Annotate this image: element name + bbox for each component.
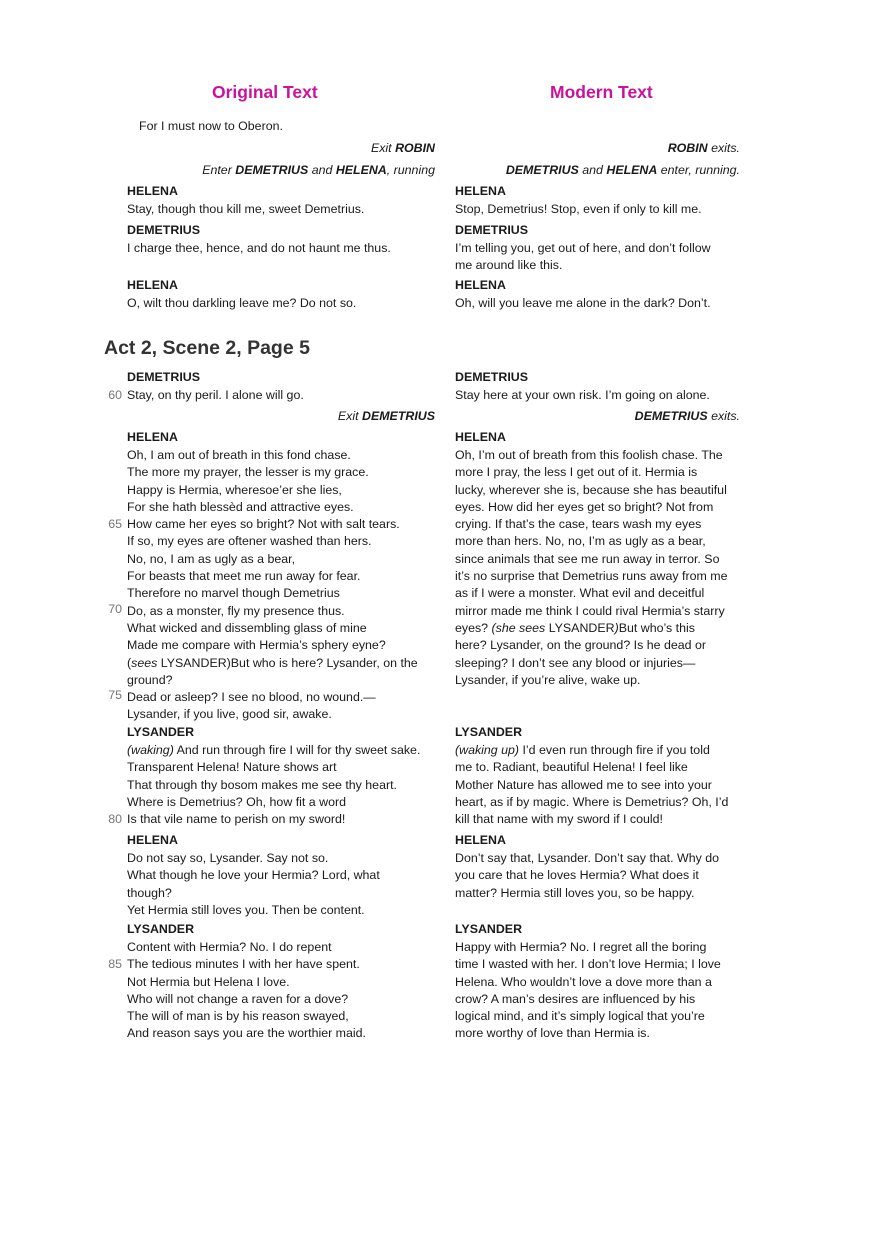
original-line: Do, as a monster, fly my presence thus. (127, 603, 345, 618)
speaker-name: HELENA (127, 184, 178, 198)
original-line: Made me compare with Hermia’s sphery eyne? (127, 638, 386, 653)
speaker-name: HELENA (455, 278, 506, 292)
original-line: The more my prayer, the lesser is my grace. (127, 465, 369, 480)
original-line: For beasts that meet me run away for fear. (127, 569, 361, 584)
original-line: And reason says you are the worthier maid. (127, 1026, 366, 1041)
line-number: 75 (108, 688, 122, 702)
modern-line: time I wasted with her. I don’t love Hermia; I love (455, 957, 721, 972)
enter-direction-original: Enter DEMETRIUS and HELENA, running (202, 163, 435, 177)
modern-line: since animals that see me run away in terror. So (455, 551, 720, 566)
speaker-name: LYSANDER (127, 725, 195, 739)
modern-passage (455, 447, 747, 689)
speaker-name: HELENA (127, 278, 178, 292)
original-line: The will of man is by his reason swayed, (127, 1009, 349, 1024)
modern-line: me around like this. (455, 258, 563, 273)
original-passage (127, 447, 457, 724)
original-line: Lysander, if you live, good sir, awake. (127, 707, 332, 722)
modern-line: more worthy of love than Hermia is. (455, 1026, 650, 1041)
original-line: Stay, on thy peril. I alone will go. (127, 388, 304, 402)
original-passage (127, 939, 457, 1043)
modern-line: heart, as if by magic. Where is Demetrius? Oh, I’d (455, 794, 729, 809)
modern-line: more I pray, the less I get out of it. Hermia is (455, 465, 698, 480)
modern-line: me to. Radiant, beautiful Helena! I feel like (455, 760, 688, 775)
original-line: Transparent Helena! Nature shows art (127, 760, 337, 775)
line-number: 60 (108, 388, 122, 402)
modern-line: Oh, will you leave me alone in the dark? Don’t. (455, 296, 711, 310)
speaker-name: HELENA (127, 430, 178, 444)
speaker-name: DEMETRIUS (127, 370, 200, 384)
original-line: If so, my eyes are oftener washed than hers. (127, 534, 372, 549)
demetrius-exits-direction: DEMETRIUS exits. (634, 409, 740, 423)
modern-line: more than hers. No, no, I’m as ugly as a bear, (455, 534, 706, 549)
speaker-name: DEMETRIUS (455, 370, 528, 384)
original-line: Not Hermia but Helena I love. (127, 974, 290, 989)
modern-passage (455, 742, 747, 828)
original-line: O, wilt thou darkling leave me? Do not so. (127, 296, 357, 310)
original-text-header: Original Text (212, 82, 318, 102)
speaker-name: LYSANDER (455, 725, 523, 739)
original-line: Oh, I am out of breath in this fond chase. (127, 448, 351, 462)
stage-direction-line: (sees LYSANDER)But who is here? Lysander, on the (127, 655, 418, 670)
original-line: Yet Hermia still loves you. Then be content. (127, 902, 365, 917)
modern-line: Happy with Hermia? No. I regret all the boring (455, 940, 707, 954)
stage-direction-line: (waking up) I’d even run through fire if you told (455, 743, 710, 757)
modern-line: Lysander, if you’re alive, wake up. (455, 672, 641, 687)
modern-line: Don’t say that, Lysander. Don’t say that. Why do (455, 851, 720, 865)
robin-exits-direction: ROBIN exits. (667, 141, 740, 155)
modern-line: crow? A man’s desires are influenced by his (455, 991, 696, 1006)
modern-line: mirror made me think I could rival Hermia’s starry (455, 603, 725, 618)
line-number: 65 (108, 517, 122, 531)
original-line: Happy is Hermia, wheresoe’er she lies, (127, 482, 342, 497)
original-line: Where is Demetrius? Oh, how fit a word (127, 794, 346, 809)
modern-line: Helena. Who wouldn’t love a dove more than a (455, 974, 712, 989)
modern-line: eyes. How did her eyes get so bright? Not from (455, 499, 714, 514)
modern-line: lucky, wherever she is, because she has beautiful (455, 482, 727, 497)
speaker-name: HELENA (127, 833, 178, 847)
speaker-name: HELENA (455, 833, 506, 847)
modern-line: Stop, Demetrius! Stop, even if only to kill me. (455, 202, 702, 216)
modern-line: sleeping? I don’t see any blood or injuries— (455, 655, 696, 670)
speaker-name: LYSANDER (127, 922, 195, 936)
modern-line: Oh, I’m out of breath from this foolish chase. The (455, 448, 723, 462)
modern-text-header: Modern Text (550, 82, 653, 102)
modern-line: Stay here at your own risk. I’m going on alone. (455, 388, 710, 402)
modern-line: Mother Nature has allowed me to see into your (455, 777, 712, 792)
modern-line: you care that he loves Hermia? What does it (455, 868, 699, 883)
original-line: Dead or asleep? I see no blood, no wound.— (127, 690, 376, 705)
speaker-name: HELENA (455, 184, 506, 198)
line-number: 85 (108, 957, 122, 971)
original-line: No, no, I am as ugly as a bear, (127, 551, 296, 566)
modern-line: here? Lysander, on the ground? Is he dead or (455, 638, 706, 653)
original-line: For she hath blessèd and attractive eyes. (127, 499, 354, 514)
modern-passage (455, 850, 747, 902)
act-scene-heading: Act 2, Scene 2, Page 5 (104, 337, 310, 359)
original-line: though? (127, 885, 172, 900)
original-line: Do not say so, Lysander. Say not so. (127, 851, 329, 865)
original-line: How came her eyes so bright? Not with salt tears. (127, 517, 400, 532)
original-line: What though he love your Hermia? Lord, what (127, 868, 380, 883)
original-line: Content with Hermia? No. I do repent (127, 940, 332, 954)
speaker-name: DEMETRIUS (127, 223, 200, 237)
modern-line: as if I were a monster. What evil and deceitful (455, 586, 705, 601)
line-number: 70 (108, 602, 122, 616)
original-line: I charge thee, hence, and do not haunt me thus. (127, 241, 391, 255)
exit-demetrius-direction: Exit DEMETRIUS (337, 409, 435, 423)
original-line: The tedious minutes I with her have spent. (127, 957, 360, 972)
original-line: Is that vile name to perish on my sword! (127, 812, 346, 827)
line-number: 80 (108, 812, 122, 826)
original-passage (127, 742, 457, 828)
stage-direction-line: eyes? (she sees LYSANDER)But who’s this (455, 620, 695, 635)
robin-line: For I must now to Oberon. (139, 119, 283, 133)
modern-passage (455, 240, 747, 275)
original-line: That through thy bosom makes me see thy heart. (127, 777, 397, 792)
modern-line: kill that name with my sword if I could! (455, 812, 663, 827)
exit-robin-direction: Exit ROBIN (370, 141, 435, 155)
modern-line: matter? Hermia still loves you, so be happy. (455, 885, 695, 900)
original-line: Stay, though thou kill me, sweet Demetrius. (127, 202, 365, 216)
modern-passage (455, 939, 747, 1043)
original-passage (127, 850, 457, 919)
modern-line: I’m telling you, get out of here, and don’t follow (455, 241, 711, 255)
modern-line: logical mind, and it’s simply logical that you’re (455, 1009, 705, 1024)
speaker-name: LYSANDER (455, 922, 523, 936)
modern-line: crying. If that’s the case, tears wash my eyes (455, 517, 702, 532)
original-line: ground? (127, 672, 173, 687)
original-line: What wicked and dissembling glass of mine (127, 620, 367, 635)
modern-line: it’s no surprise that Demetrius runs away from me (455, 569, 728, 584)
speaker-name: HELENA (455, 430, 506, 444)
enter-direction-modern: DEMETRIUS and HELENA enter, running. (505, 163, 740, 177)
original-line: Therefore no marvel though Demetrius (127, 586, 340, 601)
stage-direction-line: (waking) And run through fire I will for thy sweet sake. (127, 743, 421, 757)
speaker-name: DEMETRIUS (455, 223, 528, 237)
original-line: Who will not change a raven for a dove? (127, 991, 349, 1006)
